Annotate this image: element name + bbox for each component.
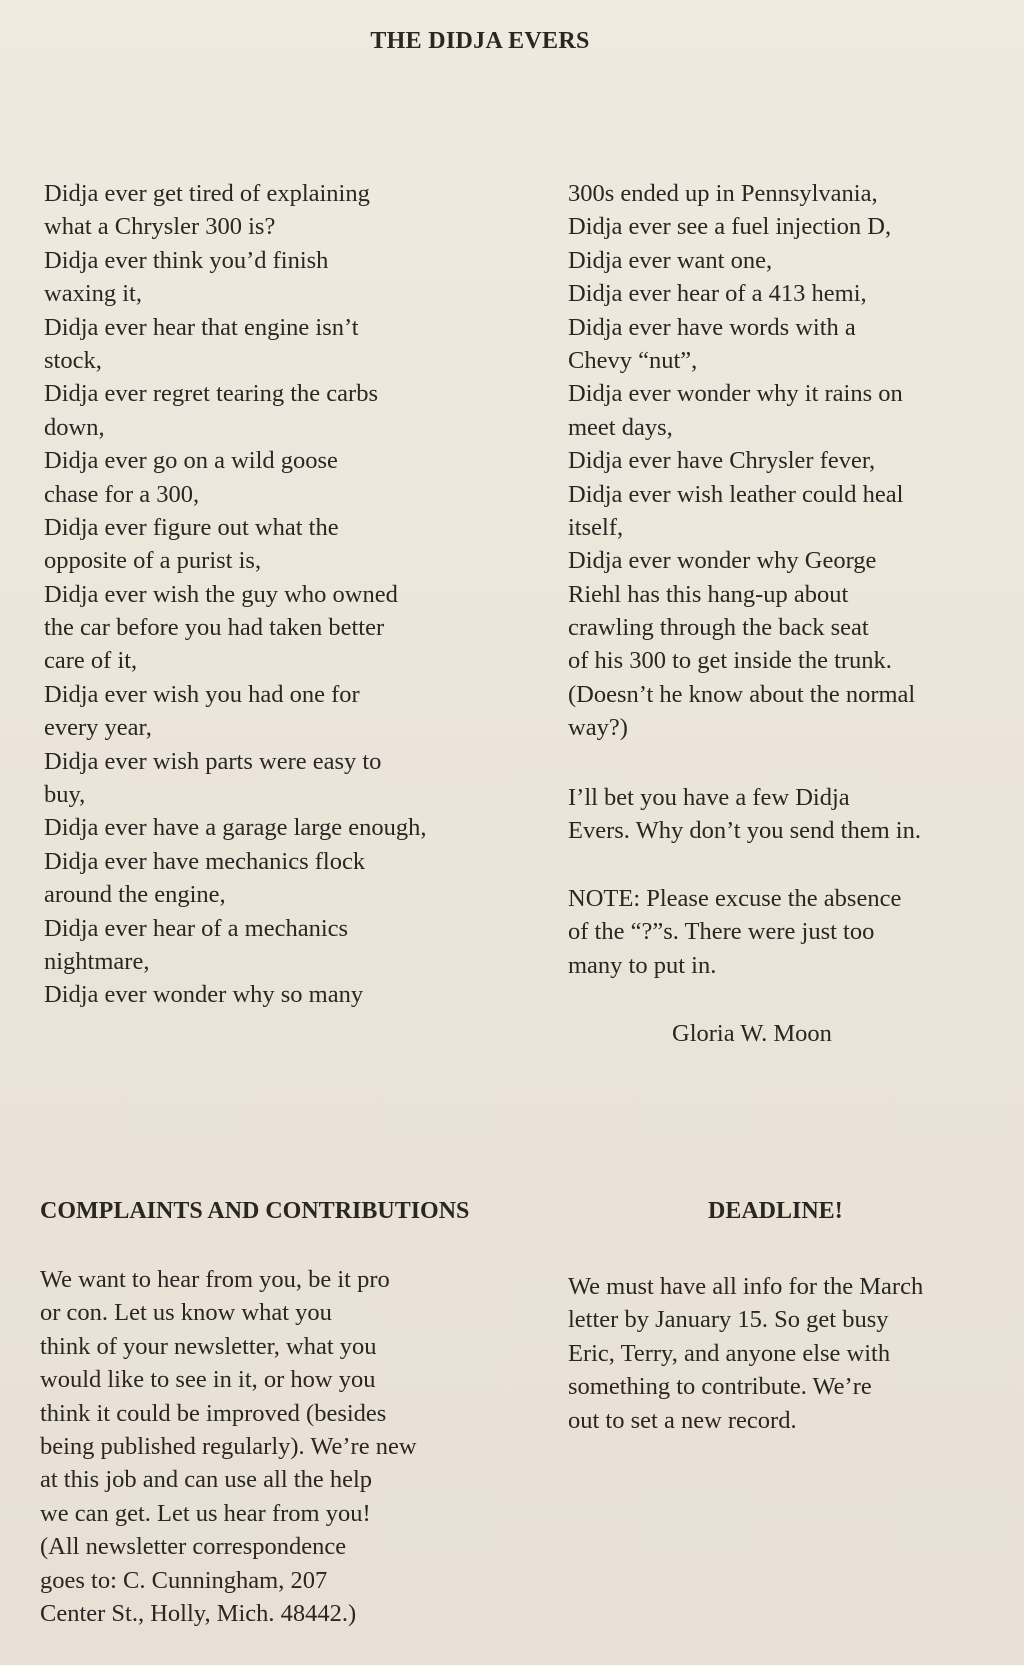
poem-line: buy, — [44, 781, 86, 809]
paragraph-line: letter by January 15. So get busy — [568, 1306, 889, 1334]
paragraph-line: goes to: C. Cunningham, 207 — [40, 1566, 328, 1594]
poem-line: of his 300 to get inside the trunk. — [568, 647, 892, 675]
page-title: THE DIDJA EVERS — [370, 28, 590, 54]
poem-line: waxing it, — [44, 280, 142, 308]
paragraph-line: I’ll bet you have a few Didja — [568, 784, 850, 811]
poem-line: Didja ever want one, — [568, 246, 773, 274]
paragraph-line: we can get. Let us hear from you! — [40, 1499, 371, 1527]
poem-line: Didja ever figure out what the — [44, 513, 339, 541]
paragraph-line: something to contribute. We’re — [568, 1373, 872, 1401]
poem-line: Didja ever think you’d finish — [44, 246, 329, 274]
poem-line: Didja ever hear that engine isn’t — [44, 313, 359, 341]
paragraph-line: out to set a new record. — [568, 1406, 797, 1434]
paragraph-line: think of your newsletter, what you — [40, 1332, 377, 1360]
poem-line: Didja ever have a garage large enough, — [44, 814, 427, 842]
poem-line: meet days, — [568, 413, 673, 441]
complaints-paragraph — [40, 1263, 417, 1630]
complaints-heading: COMPLAINTS AND CONTRIBUTIONS — [40, 1198, 470, 1224]
paragraph-line: Eric, Terry, and anyone else with — [568, 1339, 891, 1367]
poem-line: Didja ever regret tearing the carbs — [44, 380, 378, 408]
poem-line: Didja ever go on a wild goose — [44, 447, 338, 475]
paragraph-line: We must have all info for the March — [568, 1273, 924, 1300]
poem-line: nightmare, — [44, 947, 150, 975]
poem-line: Didja ever get tired of explaining — [44, 180, 370, 207]
poem-line: around the engine, — [44, 881, 226, 909]
poem-line: itself, — [568, 513, 624, 541]
note-paragraph — [568, 882, 901, 982]
closing-paragraph — [568, 781, 921, 848]
poem-line: down, — [44, 413, 105, 441]
poem-line: Didja ever wonder why it rains on — [568, 380, 903, 408]
paragraph-line: Center St., Holly, Mich. 48442.) — [40, 1599, 357, 1627]
poem-right-column — [568, 177, 915, 745]
deadline-heading: DEADLINE! — [708, 1198, 843, 1224]
poem-line: chase for a 300, — [44, 480, 200, 508]
paragraph-line: many to put in. — [568, 951, 717, 979]
poem-line: Didja ever wish you had one for — [44, 680, 360, 708]
poem-line: care of it, — [44, 647, 138, 675]
poem-line: Didja ever wonder why George — [568, 547, 877, 575]
paragraph-line: being published regularly). We’re new — [40, 1432, 417, 1460]
poem-line: what a Chrysler 300 is? — [44, 213, 276, 241]
poem-line: Didja ever wonder why so many — [44, 981, 364, 1009]
poem-left-column — [44, 177, 427, 1012]
poem-line: the car before you had taken better — [44, 614, 385, 642]
poem-line: way?) — [568, 714, 628, 742]
deadline-paragraph — [568, 1270, 923, 1437]
author-signature: Gloria W. Moon — [672, 1020, 832, 1047]
poem-line: every year, — [44, 714, 152, 742]
poem-line: (Doesn’t he know about the normal — [568, 680, 916, 708]
poem-line: Didja ever have Chrysler fever, — [568, 447, 876, 475]
poem-line: Didja ever wish leather could heal — [568, 480, 904, 508]
poem-line: Didja ever have words with a — [568, 313, 856, 341]
poem-line: opposite of a purist is, — [44, 547, 262, 575]
poem-line: Didja ever wish the guy who owned — [44, 580, 398, 608]
paragraph-line: (All newsletter correspondence — [40, 1533, 347, 1561]
poem-line: Didja ever wish parts were easy to — [44, 747, 382, 775]
paragraph-line: at this job and can use all the help — [40, 1466, 373, 1494]
poem-line: crawling through the back seat — [568, 614, 869, 642]
paragraph-line: of the “?”s. There were just too — [568, 918, 875, 946]
paragraph-line: would like to see in it, or how you — [40, 1366, 376, 1394]
poem-line: 300s ended up in Pennsylvania, — [568, 180, 878, 207]
paragraph-line: or con. Let us know what you — [40, 1299, 332, 1327]
paragraph-line: think it could be improved (besides — [40, 1399, 387, 1427]
poem-line: Didja ever hear of a 413 hemi, — [568, 280, 867, 308]
poem-line: stock, — [44, 346, 102, 374]
poem-line: Didja ever hear of a mechanics — [44, 914, 349, 942]
paragraph-line: Evers. Why don’t you send them in. — [568, 817, 921, 845]
paragraph-line: NOTE: Please excuse the absence — [568, 885, 902, 912]
poem-line: Didja ever have mechanics flock — [44, 847, 366, 875]
paragraph-line: We want to hear from you, be it pro — [40, 1266, 390, 1293]
poem-line: Riehl has this hang-up about — [568, 580, 849, 608]
poem-line: Chevy “nut”, — [568, 346, 698, 374]
poem-line: Didja ever see a fuel injection D, — [568, 213, 892, 241]
